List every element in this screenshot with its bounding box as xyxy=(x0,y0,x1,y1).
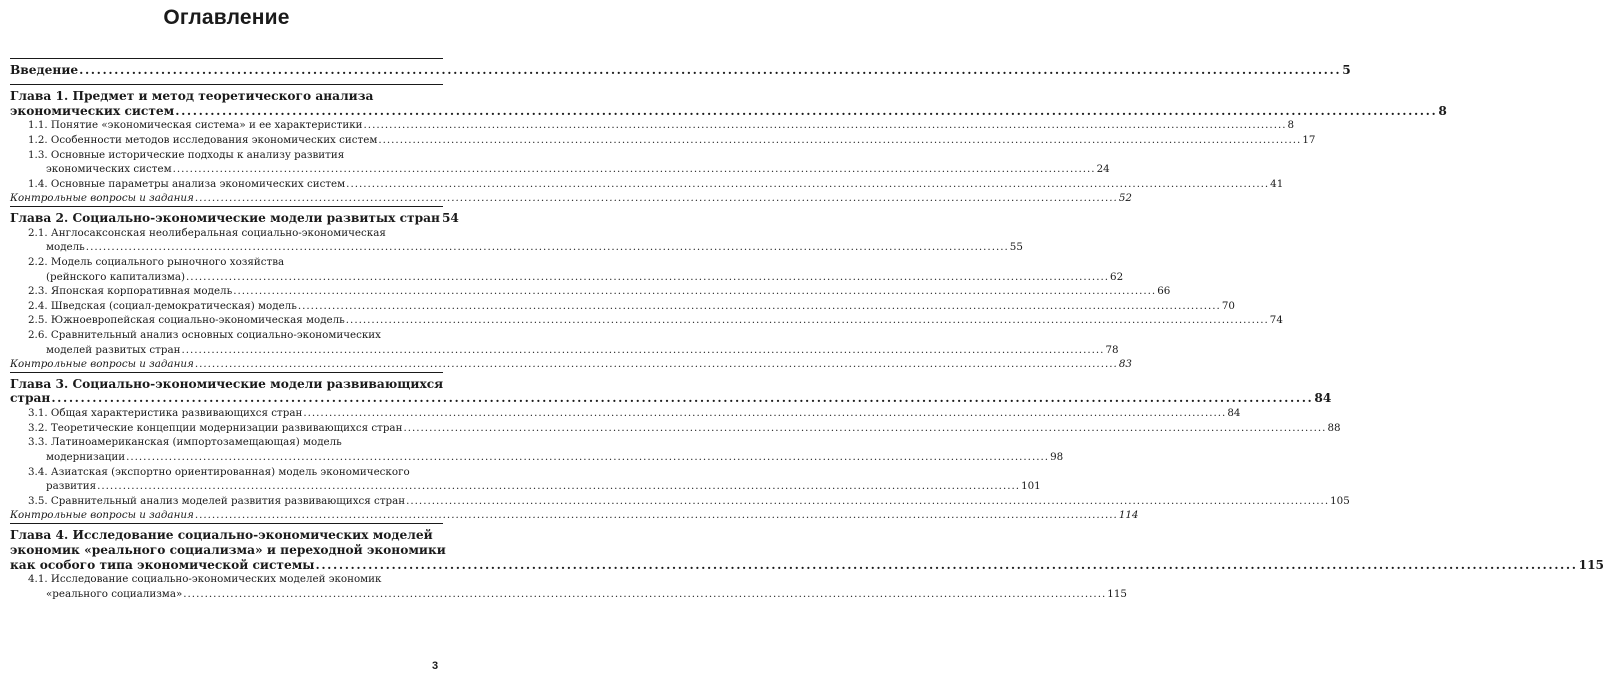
toc-entry-title: 1.2. Особенности методов исследования экономических систем xyxy=(28,133,378,146)
toc-entry-title: 1.3. Основные исторические подходы к анализу развития xyxy=(28,148,345,161)
toc-entry-title: 3.3. Латиноамериканская (импортозамещающая) модель xyxy=(28,436,342,449)
toc-section-2-1[interactable] xyxy=(10,226,1023,255)
toc-entry-title: (рейнского капитализма) xyxy=(46,270,186,283)
toc-entry-title: Глава 3. Социально-экономические модели развивающихся xyxy=(10,376,444,391)
toc-entry-title: Контрольные вопросы и задания xyxy=(10,192,194,205)
dot-leader xyxy=(195,191,1118,206)
page-title: Оглавление xyxy=(163,6,290,29)
toc-chapter-2[interactable] xyxy=(10,210,459,226)
toc-entry-title: 4.1. Исследование социально-экономических моделей экономик xyxy=(28,573,382,586)
toc-chapter-1[interactable] xyxy=(10,88,1447,119)
toc-page-number: 62 xyxy=(1110,270,1124,283)
toc-page-number: 83 xyxy=(1118,358,1132,371)
page-number: 3 xyxy=(432,660,439,672)
toc-questions-1[interactable] xyxy=(10,191,1132,206)
toc-entry-title: как особого типа экономической системы xyxy=(10,557,315,572)
toc-page-number: 66 xyxy=(1157,285,1171,298)
dot-leader xyxy=(183,587,1106,602)
toc-section-2-4[interactable] xyxy=(10,299,1235,314)
toc-section-1-1[interactable] xyxy=(10,118,1295,133)
toc-entry-title: экономических систем xyxy=(10,103,175,118)
dot-leader xyxy=(51,391,1313,406)
dot-leader xyxy=(364,118,1287,133)
dot-leader xyxy=(126,450,1049,465)
dot-leader xyxy=(346,177,1269,192)
dot-leader xyxy=(298,299,1221,314)
toc-section-3-4[interactable] xyxy=(10,465,1041,494)
toc-section-1-4[interactable] xyxy=(10,177,1284,192)
toc-entry-title: экономических систем xyxy=(46,163,172,176)
toc-entry-title: Глава 4. Исследование социально-экономических моделей xyxy=(10,528,433,543)
toc-section-1-3[interactable] xyxy=(10,148,1110,177)
toc-chapter-4[interactable] xyxy=(10,528,1604,572)
toc-page-number: 105 xyxy=(1330,494,1350,507)
toc-page-number: 52 xyxy=(1118,192,1132,205)
toc-section-2-2[interactable] xyxy=(10,255,1124,284)
toc-page-number: 24 xyxy=(1096,163,1110,176)
toc-page-number: 5 xyxy=(1342,63,1351,77)
toc-entry-title: 2.6. Сравнительный анализ основных социально-экономических xyxy=(28,328,381,341)
dot-leader xyxy=(406,494,1329,509)
toc-entry-title: экономик «реального социализма» и переходной экономики xyxy=(10,542,446,557)
toc-entry-title: модернизации xyxy=(46,451,126,464)
toc-entry-title: 2.4. Шведская (социал-демократическая) модель xyxy=(28,299,297,312)
toc-entry-title: 3.4. Азиатская (экспортно ориентированная) модель экономического xyxy=(28,465,410,478)
toc-entry-title: стран xyxy=(10,391,51,406)
toc-page-number: 78 xyxy=(1105,343,1119,356)
toc-page-number: 54 xyxy=(441,210,459,225)
toc-entry-title: 2.2. Модель социального рыночного хозяйства xyxy=(28,255,285,268)
toc-page-number: 88 xyxy=(1327,421,1341,434)
toc-entry-title: Введение xyxy=(10,63,79,77)
dot-leader xyxy=(186,270,1109,285)
toc-page-number: 115 xyxy=(1578,557,1604,572)
toc-entry-title: 2.1. Англосаксонская неолиберальная социально-экономическая xyxy=(28,226,386,239)
toc-page-number: 8 xyxy=(1287,119,1295,132)
toc-section-4-1[interactable] xyxy=(10,572,1127,601)
dot-leader xyxy=(303,406,1226,421)
toc-chapter-3[interactable] xyxy=(10,376,1332,407)
toc-intro[interactable] xyxy=(10,63,1351,78)
toc-page-number: 70 xyxy=(1221,299,1235,312)
toc-page-number: 41 xyxy=(1270,177,1284,190)
dot-leader xyxy=(233,284,1156,299)
divider xyxy=(10,58,443,59)
dot-leader xyxy=(378,133,1301,148)
dot-leader xyxy=(86,240,1009,255)
toc-entry-title: 1.4. Основные параметры анализа экономических систем xyxy=(28,177,346,190)
toc-entry-title: моделей развитых стран xyxy=(46,343,181,356)
divider xyxy=(10,523,443,524)
dot-leader xyxy=(346,313,1269,328)
toc-entry-title: Глава 1. Предмет и метод теоретического анализа xyxy=(10,88,374,103)
toc-page-number: 55 xyxy=(1009,241,1023,254)
toc-entry-title: Глава 2. Социально-экономические модели развитых стран xyxy=(10,210,440,225)
dot-leader xyxy=(316,558,1578,573)
dot-leader xyxy=(173,162,1096,177)
toc-entry-title: 2.3. Японская корпоративная модель xyxy=(28,285,233,298)
toc-section-3-2[interactable] xyxy=(10,421,1341,436)
toc-entry-title: развития xyxy=(46,480,97,493)
toc-entry-title: 3.2. Теоретические концепции модернизации развивающихся стран xyxy=(28,421,403,434)
toc-section-3-5[interactable] xyxy=(10,494,1350,509)
toc-questions-2[interactable] xyxy=(10,357,1132,372)
toc-entry-title: 1.1. Понятие «экономическая система» и ее характеристики xyxy=(28,119,363,132)
dot-leader xyxy=(181,343,1104,358)
divider xyxy=(10,372,443,373)
dot-leader xyxy=(195,357,1118,372)
toc-page-number: 17 xyxy=(1302,133,1316,146)
dot-leader xyxy=(175,104,1437,119)
dot-leader xyxy=(195,508,1118,523)
dot-leader xyxy=(97,479,1020,494)
toc-section-2-5[interactable] xyxy=(10,313,1283,328)
toc-entry-title: Контрольные вопросы и задания xyxy=(10,358,194,371)
dot-leader xyxy=(403,421,1326,436)
divider xyxy=(10,84,443,85)
toc-entry-title: Контрольные вопросы и задания xyxy=(10,509,194,522)
toc-entry-title: 3.1. Общая характеристика развивающихся стран xyxy=(28,407,303,420)
toc-page-number: 98 xyxy=(1050,451,1064,464)
toc-page-number: 74 xyxy=(1269,314,1283,327)
toc-section-3-3[interactable] xyxy=(10,435,1064,464)
toc-entry-title: модель xyxy=(46,241,85,254)
toc-page-number: 115 xyxy=(1107,588,1127,601)
toc-page-number: 114 xyxy=(1118,509,1139,522)
divider xyxy=(10,206,443,207)
table-of-contents xyxy=(10,58,1604,602)
toc-section-2-3[interactable] xyxy=(10,284,1171,299)
toc-section-1-2[interactable] xyxy=(10,133,1316,148)
toc-section-3-1[interactable] xyxy=(10,406,1241,421)
toc-page-number: 8 xyxy=(1438,103,1447,118)
toc-questions-3[interactable] xyxy=(10,508,1139,523)
toc-page-number: 101 xyxy=(1021,480,1041,493)
toc-entry-title: «реального социализма» xyxy=(46,588,183,601)
dot-leader xyxy=(79,63,1341,78)
toc-section-2-6[interactable] xyxy=(10,328,1119,357)
toc-page-number: 84 xyxy=(1314,391,1332,406)
toc-entry-title: 2.5. Южноевропейская социально-экономическая модель xyxy=(28,314,345,327)
toc-page-number: 84 xyxy=(1227,407,1241,420)
toc-entry-title: 3.5. Сравнительный анализ моделей развития развивающихся стран xyxy=(28,494,406,507)
